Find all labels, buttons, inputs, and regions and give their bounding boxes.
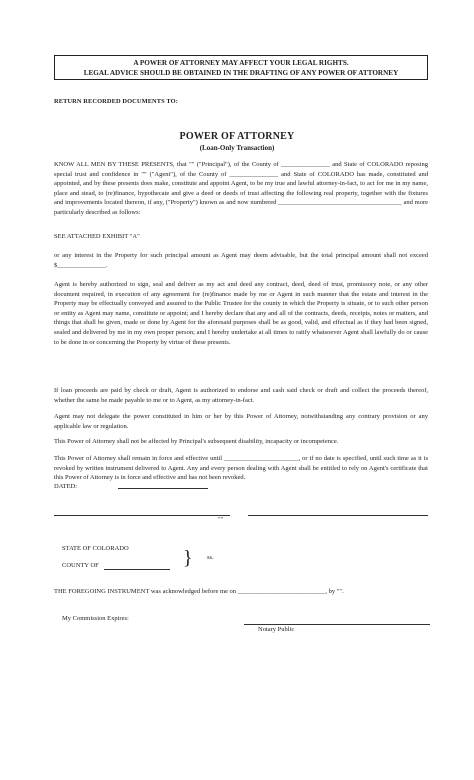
agent-signature-line[interactable]: [248, 515, 428, 516]
dated-label: DATED:: [54, 483, 78, 490]
warning-line-2: LEGAL ADVICE SHOULD BE OBTAINED IN THE DRAFTING OF ANY POWER OF ATTORNEY: [83, 69, 399, 77]
acknowledgment-line: THE FOREGOING INSTRUMENT was acknowledged before me on ___________________________, by "".: [54, 588, 344, 595]
dated-line[interactable]: [118, 488, 208, 489]
paragraph-durability: This Power of Attorney shall not be affected by Principal's subsequent disability, incapacity or incompetence.: [54, 438, 339, 445]
notary-county-line[interactable]: [104, 569, 170, 570]
signature-name-quote: "": [218, 516, 224, 523]
paragraph-appointment: KNOW ALL MEN BY THESE PRESENTS, that "" ("Principal"), of the County of _______________ and State of COLORADO reposing special trust and confidence in "" ("Agent"), of the County of _______________ and State of COLORADO has made, constituted and appointed, and by these presents does make, constitute and appoint Agent, to be my true and lawful attorney-in-fact, to act for me in my name, place and stead, to (re)finance, hypothecate and give a deed or deeds of trust affecting the following real property, together with the fixtures and improvements located thereon, if any, ("Property") known as and now numbered ______________________________________ and more particularly described as follows:: [54, 161, 428, 216]
warning-line-1: A POWER OF ATTORNEY MAY AFFECT YOUR LEGAL RIGHTS.: [133, 59, 349, 67]
notary-state: STATE OF COLORADO: [62, 545, 129, 552]
paragraph-term: This Power of Attorney shall remain in force and effective until _______________________, or if no date is specified, until such time as it is revoked by written instrument delivered to Agent. Any and every person dealing with Agent shall be entitled to rely on Agent's certificate that this Power of Attorney is in force and effective and has not been revoked.: [54, 455, 428, 482]
paragraph-no-delegation: Agent may not delegate the power constituted in him or her by this Power of Attorney, notwithstanding any contrary provision or any applicable law or regulation.: [54, 413, 428, 430]
exhibit-reference: SEE ATTACHED EXHIBIT "A": [54, 233, 140, 240]
principal-signature-line[interactable]: [54, 515, 230, 516]
notary-county-label: COUNTY OF: [62, 562, 99, 569]
legal-warning-box: [54, 55, 428, 80]
paragraph-authority: Agent is hereby authorized to sign, seal and deliver as my act and deed any contract, deed, deed of trust, promissory note, or any other document required, in execution of any agreement for (re)finance made by me or Agent in such manner that the estate and interest in the Property may be effectually conveyed and assured to the Public Trustee for the county in which the Property is situate, or to such other person or entity as Agent may name, constitute or appoint; and I hereby declare that any and all of the contracts, deeds, receipts, notes or matters, and things that shall be given, made or done by Agent for the aforesaid purposes shall be as good, valid, and effectual as if they had been signed, sealed and delivered by me in my own proper person; and I hereby undertake at all times to ratify whatsoever Agent shall lawfully do or cause to be done in or concerning the Property by virtue of these presents.: [54, 281, 428, 346]
notary-signature-line[interactable]: [244, 624, 430, 625]
document-subtitle: (Loan-Only Transaction): [199, 144, 275, 152]
paragraph-principal-amount: or any interest in the Property for such principal amount as Agent may deem advisable, but the total principal amount shall not exceed $_______________.: [54, 252, 428, 269]
notary-ss: ss.: [207, 554, 214, 561]
notary-brace: }: [183, 547, 193, 569]
paragraph-loan-proceeds: If loan proceeds are paid by check or draft, Agent is authorized to endorse and cash said check or draft and collect the proceeds thereof, whether the same be made payable to me or to Agent, as my attorney-in-fact.: [54, 387, 428, 404]
commission-expires-label: My Commission Expires:: [62, 615, 129, 622]
document-title: POWER OF ATTORNEY: [179, 131, 295, 142]
notary-public-label: Notary Public: [258, 626, 295, 633]
return-documents-label: RETURN RECORDED DOCUMENTS TO:: [54, 98, 178, 105]
